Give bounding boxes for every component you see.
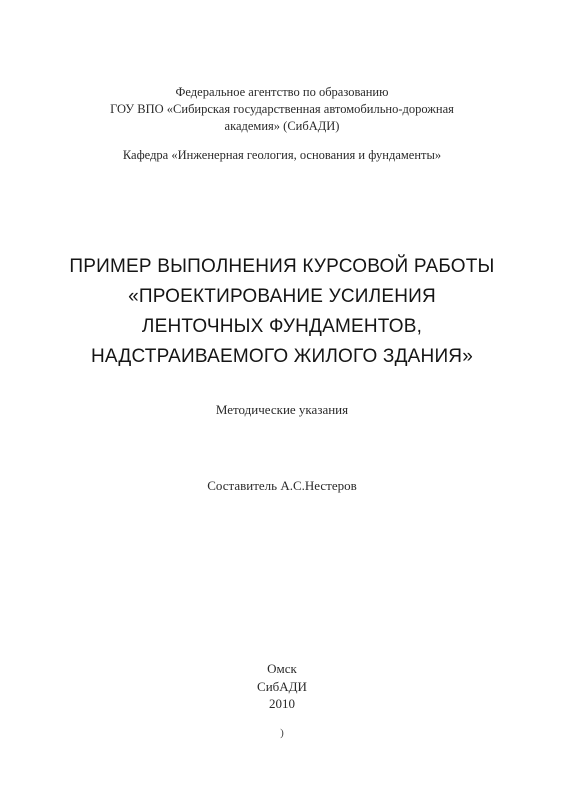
document-subtitle: Методические указания xyxy=(215,402,349,417)
imprint-city: Омск xyxy=(267,661,297,676)
title-line-1: ПРИМЕР ВЫПОЛНЕНИЯ КУРСОВОЙ РАБОТЫ xyxy=(69,256,495,277)
university-line-continued: академия» (СибАДИ) xyxy=(224,119,340,133)
document-title xyxy=(0,252,564,372)
university-line: ГОУ ВПО «Сибирская государственная автомобильно-дорожная xyxy=(110,102,454,116)
title-line-4: НАДСТРАИВАЕМОГО ЖИЛОГО ЗДАНИЯ» xyxy=(90,346,473,367)
title-line-3: ЛЕНТОЧНЫХ ФУНДАМЕНТОВ, xyxy=(141,316,423,337)
agency-line: Федеральное агентство по образованию xyxy=(175,85,389,99)
imprint-year: 2010 xyxy=(269,696,295,711)
department-line: Кафедра «Инженерная геология, основания и фундаменты» xyxy=(122,148,442,162)
author-line: Составитель А.С.Нестеров xyxy=(207,478,357,493)
imprint xyxy=(0,660,564,713)
imprint-publisher: СибАДИ xyxy=(257,678,307,694)
page-mark: ) xyxy=(280,727,284,739)
title-line-2: «ПРОЕКТИРОВАНИЕ УСИЛЕНИЯ xyxy=(128,286,436,307)
institution-header xyxy=(0,84,564,135)
